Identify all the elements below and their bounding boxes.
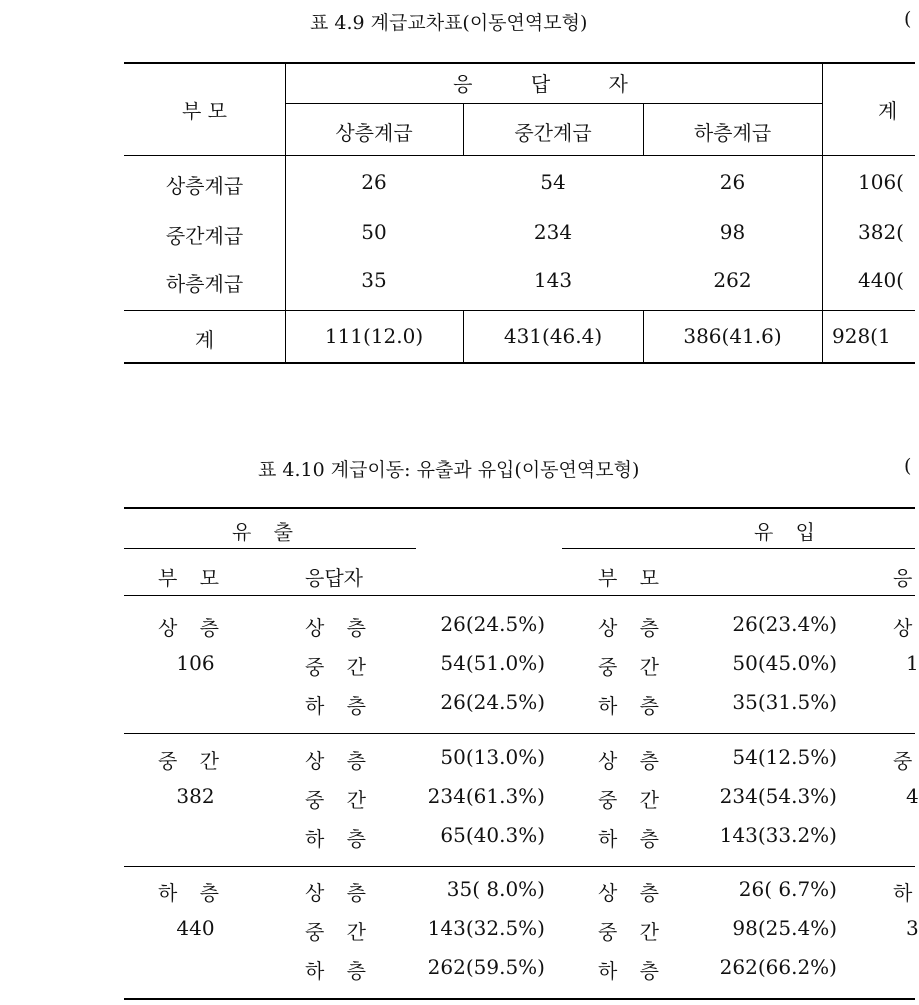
table2-right-cut: 중 [893, 749, 913, 773]
table1-header-respondent: 응 답 자 [453, 72, 654, 96]
table2-out-class: 중 간 [305, 655, 374, 679]
table2-out-class: 상 층 [305, 881, 374, 905]
table2-sub-parent-out: 부 모 [158, 566, 227, 590]
table2-in-class: 중 간 [598, 920, 667, 944]
table2-in-class: 하 층 [598, 959, 667, 983]
table1-col-header: 하층계급 [693, 121, 772, 145]
table2-group-parent: 상 층 [158, 616, 227, 640]
table1-cell: 143 [533, 268, 573, 292]
table2-in-value: 98(25.4%) [732, 916, 837, 940]
table2-header-outflow: 유 출 [232, 520, 301, 544]
table1-caption-cut: ( [904, 8, 912, 30]
table2-group-rule [124, 733, 915, 734]
table2-out-value: 262(59.5%) [427, 955, 545, 979]
table1-sum-total: 928(1 [832, 324, 891, 348]
table1-cell: 262 [713, 268, 752, 292]
table2-right-cut: 4 [906, 784, 919, 808]
table1-sum-cell: 111(12.0) [324, 324, 424, 348]
table1-row-total: 106( [858, 170, 904, 194]
table2-out-value: 50(13.0%) [440, 745, 545, 769]
table2-group-rule [124, 866, 915, 867]
table1-sum-cell: 386(41.6) [683, 324, 782, 348]
table2-outflow-rule [124, 548, 416, 549]
table1-header-parent: 부 모 [182, 99, 227, 123]
table1-cell: 35 [361, 268, 387, 292]
table2-out-value: 143(32.5%) [427, 916, 545, 940]
table2-out-value: 54(51.0%) [440, 651, 545, 675]
table2-group-count: 440 [176, 916, 215, 940]
table2-out-class: 중 간 [305, 920, 374, 944]
table2-in-value: 262(66.2%) [719, 955, 837, 979]
table1-cell: 234 [533, 220, 573, 244]
table2-header-rule [124, 595, 915, 596]
table2-in-class: 상 층 [598, 616, 667, 640]
table2-in-value: 50(45.0%) [732, 651, 837, 675]
table1-vline [822, 63, 823, 363]
table2-in-value: 54(12.5%) [732, 745, 837, 769]
table2-out-class: 하 층 [305, 959, 374, 983]
table2-in-class: 상 층 [598, 749, 667, 773]
table2-in-class: 하 층 [598, 827, 667, 851]
table2-in-class: 상 층 [598, 881, 667, 905]
table2-right-cut: 3 [906, 916, 919, 940]
table1-col-header: 상층계급 [335, 121, 413, 145]
table1-header-rule [124, 155, 915, 156]
table2-caption: 표 4.10 계급이동: 유출과 유입(이동연역모형) [258, 459, 640, 481]
table2-out-class: 상 층 [305, 616, 374, 640]
table2-right-cut: 상 [893, 616, 913, 640]
table1-cell: 26 [719, 170, 746, 194]
table2-in-value: 143(33.2%) [719, 823, 837, 847]
table2-header-inflow: 유 입 [754, 520, 823, 544]
table2-out-value: 35( 8.0%) [446, 877, 545, 901]
table2-group-parent: 하 층 [158, 881, 227, 905]
table1-respondent-rule [285, 103, 822, 104]
table1-cell: 98 [719, 220, 746, 244]
table2-out-class: 상 층 [305, 749, 374, 773]
table1-row-total: 382( [858, 220, 904, 244]
table2-out-class: 하 층 [305, 694, 374, 718]
table1-row-label: 하층계급 [165, 272, 244, 296]
table2-sub-parent-in: 부 모 [598, 566, 667, 590]
table2-in-value: 26(23.4%) [732, 612, 837, 636]
table2-top-rule [124, 507, 915, 509]
table1-caption: 표 4.9 계급교차표(이동연역모형) [310, 12, 588, 34]
table2-sub-respondent-in: 응 [893, 566, 913, 590]
table2-caption-cut: ( [904, 455, 912, 477]
table1-row-label: 상층계급 [165, 174, 244, 198]
table2-group-count: 106 [176, 651, 215, 675]
table2-in-class: 중 간 [598, 655, 667, 679]
table2-out-value: 65(40.3%) [440, 823, 545, 847]
table2-in-value: 35(31.5%) [732, 690, 837, 714]
table2-in-class: 하 층 [598, 694, 667, 718]
table2-in-value: 234(54.3%) [719, 784, 837, 808]
table2-right-cut: 하 [893, 881, 913, 905]
table2-out-value: 26(24.5%) [440, 690, 545, 714]
table1-cell: 50 [361, 220, 387, 244]
table2-out-value: 234(61.3%) [427, 784, 545, 808]
table2-group-count: 382 [176, 784, 215, 808]
table2-bottom-rule [124, 998, 915, 1000]
table1-row-label: 중간계급 [165, 224, 244, 248]
table1-header-total: 계 [878, 99, 898, 123]
table1-col-header: 중간계급 [514, 121, 592, 145]
table2-in-value: 26( 6.7%) [738, 877, 837, 901]
table2-group-parent: 중 간 [158, 749, 227, 773]
table1-row-total: 440( [858, 268, 904, 292]
table2-in-class: 중 간 [598, 788, 667, 812]
table1-bottom-rule [124, 362, 915, 364]
table1-cell: 54 [540, 170, 566, 194]
table2-inflow-rule [562, 548, 915, 549]
table1-sum-label: 계 [194, 328, 215, 352]
table2-out-class: 하 층 [305, 827, 374, 851]
table2-sub-respondent-out: 응답자 [305, 566, 363, 590]
table2-out-class: 중 간 [305, 788, 374, 812]
table1-cell: 26 [361, 170, 387, 194]
table1-vline [285, 63, 286, 363]
table1-sum-cell: 431(46.4) [503, 324, 603, 348]
table2-right-cut: 1 [906, 651, 919, 675]
table1-sum-rule [124, 310, 915, 311]
table1-top-rule [124, 62, 915, 64]
table2-out-value: 26(24.5%) [440, 612, 545, 636]
